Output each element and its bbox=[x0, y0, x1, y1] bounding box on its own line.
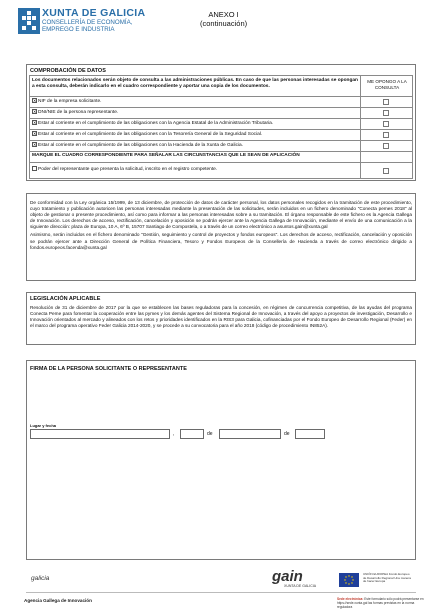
sede-text: Este formulario sólo podrá presentarse en https://sede.xunta.gal las formas previstas en la norma reguladora bbox=[337, 597, 424, 609]
logo-text bbox=[42, 8, 145, 33]
comprobacion-title: COMPROBACIÓN DE DATOS bbox=[30, 68, 106, 74]
agencia-label: Agencia Gallega de Innovación bbox=[24, 598, 92, 603]
eu-stars-icon bbox=[339, 573, 359, 587]
month-input[interactable] bbox=[219, 429, 281, 439]
year-input[interactable] bbox=[295, 429, 325, 439]
table-row bbox=[30, 107, 412, 117]
proteccion-paragraph-2: Asimismo, serán incluidos en el fichero denominado "Gestión, seguimiento y control de proyectos y fondos europeos". Los derechos de acceso, rectificación, cancelación y oposición se podrán ejercer ante a Dirección General de Política Financiera, Tesoro y Fondos Europeos de la Consellería de Hacienda a través de correo electrónico dirigido a fondos.europeos.facenda@xunta.gal bbox=[30, 232, 412, 250]
checkbox[interactable] bbox=[32, 166, 37, 171]
checkbox-icon: ✕ bbox=[33, 142, 37, 147]
marque-title: MARQUE EL CUADRO CORRESPONDIENTE PARA SEÑALAR LAS CIRCUNSTANCIAS QUE LE SEAN DE APLICACIÓN bbox=[32, 153, 300, 158]
annex-title: ANEXO I bbox=[208, 10, 239, 19]
sede-note bbox=[337, 597, 427, 609]
oppose-checkbox[interactable] bbox=[383, 121, 389, 127]
day-input[interactable] bbox=[180, 429, 204, 439]
checkbox-icon: ✕ bbox=[33, 109, 37, 114]
annex-label bbox=[200, 10, 247, 28]
comma-separator: , bbox=[173, 431, 175, 437]
row-label: Estar al corriente en el cumplimiento de las obligaciones con la Agencia Estatal de la Administración Tributaria. bbox=[38, 120, 274, 126]
table-row bbox=[30, 151, 412, 161]
legislacion-title: LEGISLACIÓN APLICABLE bbox=[30, 296, 101, 302]
legislacion-text: Resolución de 31 de diciembre de 2017 por la que se establecen las bases reguladoras para la concesión, en régimen de concurrencia competitiva, de las ayudas del programa Conecta Peme para fomentar la cooperación entre las pymes y los demás agentes del Sistema Regional de Innovación, a través del apoyo a proyectos de investigación, Desarrollo e Innovación orientados al mercado y alineados con los retos y prioridades identificados en la RIS3 para Galicia, cofinanciadas por el Fondo Europeo de Desarrollo Regional (Feder) en el marco del programa operativo Feder Galicia 2014-2020, y se procede a su convocatoria para el año 2018 (código de procedimiento IN852A). bbox=[30, 305, 412, 329]
table-row bbox=[30, 96, 412, 106]
table-row bbox=[30, 118, 412, 128]
annex-continuation: (continuación) bbox=[200, 19, 248, 28]
checkbox-icon: ✕ bbox=[33, 131, 37, 136]
row-label: Estar al corriente en el cumplimiento de las obligaciones con la Tesorería General de la Seguridad Social. bbox=[38, 131, 263, 137]
de-label-2: de bbox=[284, 431, 290, 437]
logo-subtitle-2: EMPREGO E INDUSTRIA bbox=[42, 26, 115, 33]
de-label-1: de bbox=[207, 431, 213, 437]
eu-text: UNIÓN EUROPEA Fondo Europeo de Desarrollo Regional Una manera de hacer Europa bbox=[363, 572, 411, 584]
lugar-input[interactable] bbox=[30, 429, 170, 439]
checkbox-icon: ✕ bbox=[33, 98, 37, 103]
gain-subtitle: XUNTA DE GALICIA bbox=[284, 584, 317, 588]
oppose-checkbox[interactable] bbox=[383, 143, 389, 149]
oppose-checkbox[interactable] bbox=[383, 99, 389, 105]
row-label: DNI/NIE de la persona representante. bbox=[38, 109, 119, 115]
oppose-checkbox[interactable] bbox=[383, 110, 389, 116]
page-header bbox=[18, 6, 423, 50]
proteccion-paragraph-1: De conformidad con la Ley orgánica 15/1999, de 13 diciembre, de protección de datos de carácter personal, los datos personales recogidos en la tramitación de este procedimiento, cuyo tratamiento y publicación autoricen las personas interesadas mediante la presentación de las solicitudes, serán incluidos en un fichero denominado "Conecta pemes 2018" al objeto de gestionar o presente procedimiento, así como para informar a las personas interesadas sobre a su tramitación. El órgano responsable de este fichero es la Agencia Gallega de Innovación. Los derechos de acceso, rectificación, cancelación y oposición se podrán ejercer ante la Agencia Gallega de Innovación, mediante el envío de una comunicación a la siguiente dirección: plaza de Europa, 10 A, 6º B, 15707 Santiago de Compostela, o a través de un correo electrónico a asuntos.gain@xunta.gal bbox=[30, 200, 412, 230]
row-label: NIF de la empresa solicitante. bbox=[38, 98, 102, 104]
checkbox-icon: ✕ bbox=[33, 120, 37, 125]
firma-title: FIRMA DE LA PERSONA SOLICITANTE O REPRESENTANTE bbox=[30, 366, 187, 372]
aplicacion-checkbox[interactable] bbox=[383, 168, 389, 174]
table-row bbox=[30, 140, 412, 150]
oppose-column-header: ME OPONGO A LA CONSULTA bbox=[367, 79, 407, 90]
xunta-logo-icon bbox=[18, 8, 40, 34]
galicia-logo: galicia bbox=[31, 575, 50, 582]
logo-title: XUNTA DE GALICIA bbox=[42, 7, 146, 19]
oppose-checkbox[interactable] bbox=[383, 132, 389, 138]
comprobacion-section bbox=[26, 64, 416, 181]
eu-flag-icon bbox=[339, 573, 359, 587]
gain-logo: gain bbox=[272, 568, 303, 585]
row-label: Poder del representante que presenta la solicitud, inscrito en el registro competente. bbox=[38, 166, 218, 172]
comprobacion-intro: Los documentos relacionados serán objeto de consulta a las administraciones públicas. En caso de que las personas interesadas se opongan a esta consulta, deberán indicarlo en el cuadro correspondiente y aportar una copia de los documentos. bbox=[32, 78, 358, 89]
proteccion-datos-section bbox=[26, 193, 416, 281]
table-row bbox=[30, 129, 412, 139]
lugar-fecha-label: Lugar y fecha bbox=[30, 423, 57, 428]
comprobacion-table bbox=[29, 75, 413, 179]
logo-subtitle-1: CONSELLERÍA DE ECONOMÍA, bbox=[42, 19, 133, 26]
firma-section bbox=[26, 360, 416, 560]
sede-label[interactable]: Sede electrónica: bbox=[337, 597, 364, 601]
table-row bbox=[30, 162, 412, 178]
row-label: Estar al corriente en el cumplimiento de las obligaciones con la Hacienda de la Xunta de Galicia. bbox=[38, 142, 244, 148]
footer-divider bbox=[26, 592, 416, 593]
legislacion-section bbox=[26, 292, 416, 345]
